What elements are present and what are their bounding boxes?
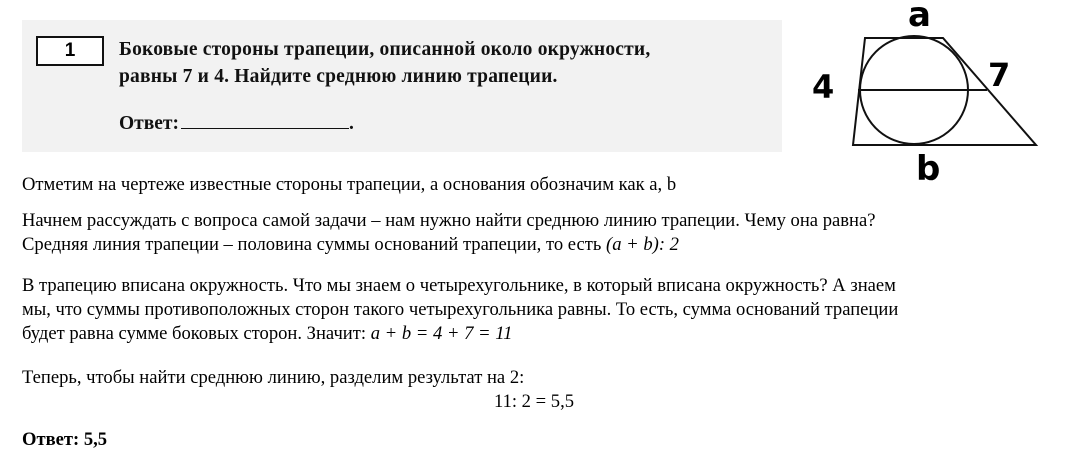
formula-sum: a + b = 4 + 7 = 11 [370, 323, 513, 344]
label-bottom-base: b [916, 149, 941, 189]
answer-blank [181, 110, 349, 129]
task-text-line-2: равны 7 и 4. Найдите среднюю линию трапеции. [119, 66, 558, 87]
task-number: 1 [36, 36, 104, 66]
final-answer: Ответ: 5,5 [22, 429, 108, 450]
answer-tail: . [349, 113, 354, 134]
solution-paragraph-3 [22, 274, 1042, 346]
label-top-base: a [908, 0, 931, 35]
solution-paragraph-4: Теперь, чтобы найти среднюю линию, разделим результат на 2: [22, 367, 525, 388]
solution-p2-line-2-text: Средняя линия трапеции – половина суммы оснований трапеции, то есть [22, 234, 607, 255]
answer-label: Ответ: [119, 113, 180, 134]
solution-p3-line-1: В трапецию вписана окружность. Что мы знаем о четырехугольнике, в который вписана окружность? А знаем [22, 275, 896, 296]
formula-midline: (a + b): 2 [606, 234, 679, 255]
solution-p3-line-2: мы, что суммы противоположных сторон такого четырехугольника равны. То есть, сумма оснований трапеции [22, 299, 899, 320]
solution-paragraph-1: Отметим на чертеже известные стороны трапеции, а основания обозначим как a, b [22, 174, 677, 195]
formula-result: 11: 2 = 5,5 [493, 391, 575, 412]
label-right-side: 7 [988, 56, 1011, 94]
solution-p3-line-3 [22, 322, 1042, 346]
task-text [119, 36, 789, 90]
solution-p2-line-1: Начнем рассуждать с вопроса самой задачи – нам нужно найти среднюю линию трапеции. Чему она равна? [22, 210, 876, 231]
task-scan [22, 20, 782, 152]
label-left-side: 4 [812, 68, 835, 106]
answer-field [119, 110, 354, 135]
solution-paragraph-2 [22, 209, 1042, 257]
task-text-line-1: Боковые стороны трапеции, описанной около окружности, [119, 39, 651, 60]
trapezoid-figure [808, 0, 1058, 190]
solution-p3-line-3-text: будет равна сумме боковых сторон. Значит: [22, 323, 371, 344]
solution-p2-line-2 [22, 233, 1042, 257]
